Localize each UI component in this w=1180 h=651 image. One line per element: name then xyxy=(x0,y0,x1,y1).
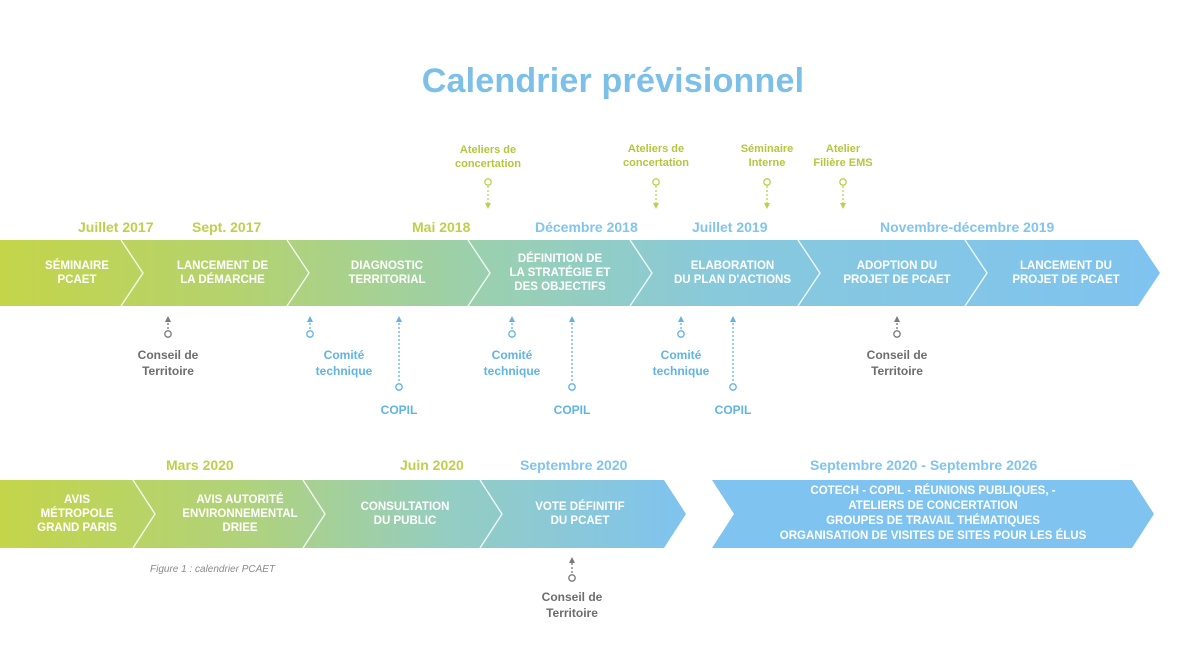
event-marker xyxy=(307,331,313,337)
event-label: COPIL xyxy=(553,403,591,417)
date-label: Décembre 2018 xyxy=(535,219,638,235)
event-marker xyxy=(485,179,491,185)
event-marker xyxy=(764,179,770,185)
event-marker xyxy=(396,384,402,390)
event-label: Conseil de Territoire xyxy=(866,348,928,378)
event-marker xyxy=(569,575,575,581)
page-title: Calendrier prévisionnel xyxy=(421,62,805,100)
event-label: Séminaire Interne xyxy=(740,143,794,169)
event-label: COPIL xyxy=(714,403,752,417)
event-label: Conseil de Territoire xyxy=(137,348,199,378)
event-marker xyxy=(894,331,900,337)
step-adoption-projet: ADOPTION DU PROJET DE PCAET xyxy=(843,260,951,286)
date-label: Septembre 2020 xyxy=(520,457,628,473)
event-marker xyxy=(509,331,515,337)
event-label: Comité technique xyxy=(315,348,373,378)
date-label: Sept. 2017 xyxy=(192,219,262,235)
step-elaboration-plan: ELABORATION DU PLAN D'ACTIONS xyxy=(673,260,792,286)
event-marker xyxy=(653,179,659,185)
step-lancement-demarche: LANCEMENT DE LA DÉMARCHE xyxy=(176,260,269,286)
step-definition-strategie: DÉFINITION DE LA STRATÉGIE ET DES OBJECTIFS xyxy=(509,253,611,293)
event-label: Comité technique xyxy=(652,348,710,378)
event-marker xyxy=(569,384,575,390)
ongoing-activities: COTECH - COPIL - RÉUNIONS PUBLIQUES, - ATELIERS DE CONCERTATION GROUPES DE TRAVAIL THÉMATIQUES ORGANISATION DE VISITES DE SITES POUR LES ÉLUS xyxy=(779,485,1087,542)
event-marker xyxy=(165,331,171,337)
date-label: Mai 2018 xyxy=(412,219,471,235)
date-label: Juillet 2017 xyxy=(78,219,154,235)
event-label: Ateliers de concertation xyxy=(622,143,689,169)
event-label: COPIL xyxy=(380,403,418,417)
date-label: Mars 2020 xyxy=(166,457,234,473)
date-label: Juillet 2019 xyxy=(692,219,768,235)
step-avis-autorite: AVIS AUTORITÉ ENVIRONNEMENTAL DRIEE xyxy=(182,494,298,534)
date-label: Septembre 2020 - Septembre 2026 xyxy=(810,457,1038,473)
step-diagnostic-territorial: DIAGNOSTIC TERRITORIAL xyxy=(348,260,426,286)
event-label: Comité technique xyxy=(483,348,541,378)
date-label: Novembre-décembre 2019 xyxy=(880,219,1055,235)
event-marker xyxy=(730,384,736,390)
step-vote-definitif: VOTE DÉFINITIF DU PCAET xyxy=(535,501,625,527)
step-seminaire-pcaet: SÉMINAIRE PCAET xyxy=(45,260,109,286)
figure-caption: Figure 1 : calendrier PCAET xyxy=(150,564,276,575)
step-consultation-public: CONSULTATION DU PUBLIC xyxy=(360,501,450,527)
event-marker xyxy=(678,331,684,337)
event-marker xyxy=(840,179,846,185)
event-label: Atelier Filière EMS xyxy=(813,143,873,169)
step-avis-metropole: AVIS MÉTROPOLE GRAND PARIS xyxy=(37,494,117,534)
step-lancement-projet: LANCEMENT DU PROJET DE PCAET xyxy=(1012,260,1120,286)
event-label: Conseil de Territoire xyxy=(541,590,603,620)
date-label: Juin 2020 xyxy=(400,457,464,473)
event-label: Ateliers de concertation xyxy=(454,144,521,170)
